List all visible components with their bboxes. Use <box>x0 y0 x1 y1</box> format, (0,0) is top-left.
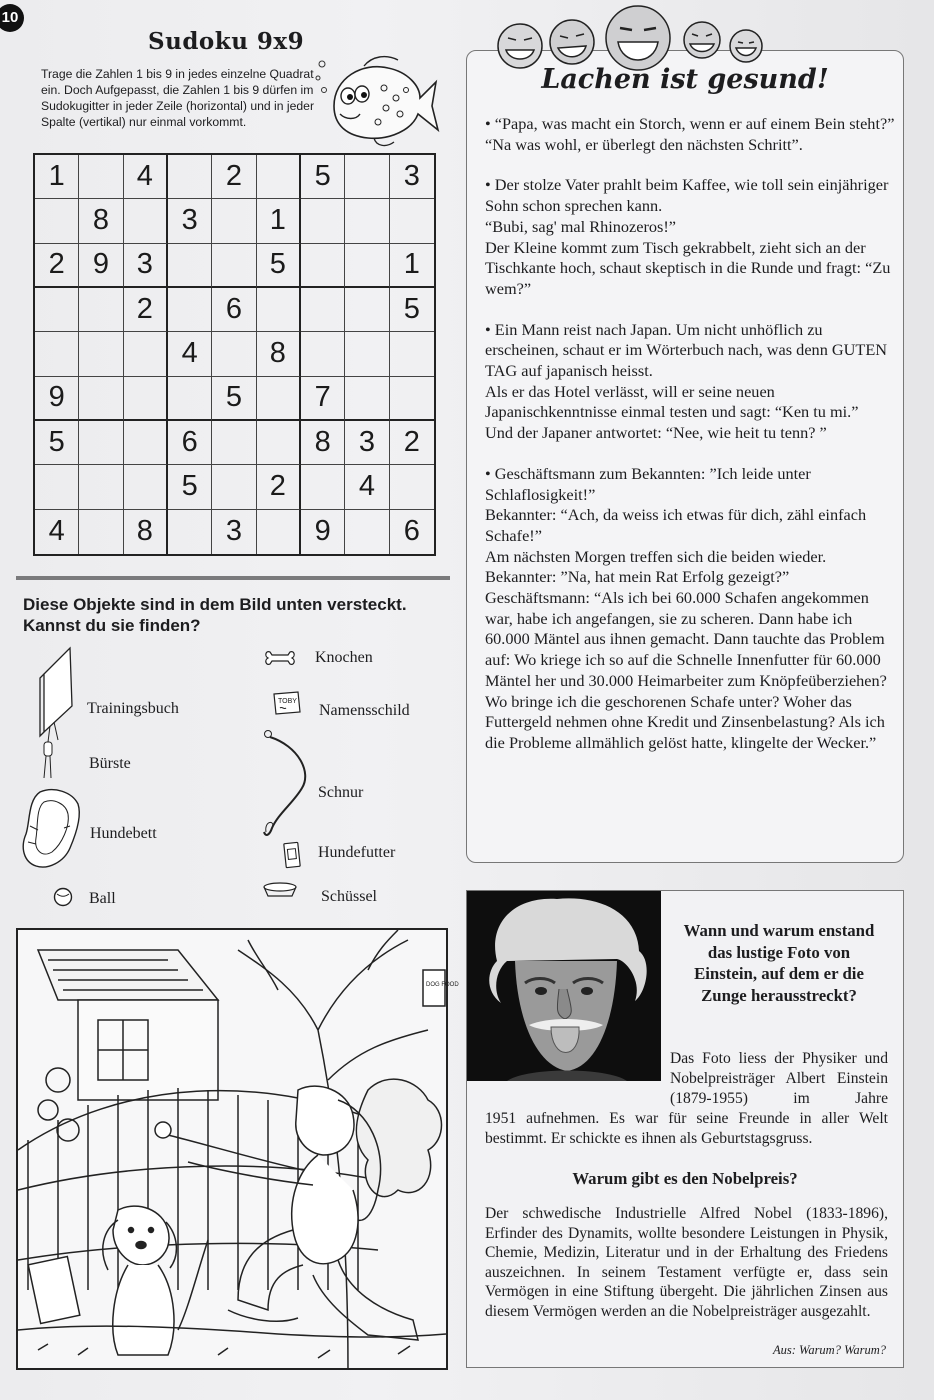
sudoku-cell: 3 <box>345 421 389 465</box>
sudoku-cell: 2 <box>212 155 256 199</box>
sudoku-cell <box>124 377 168 421</box>
sudoku-cell <box>212 421 256 465</box>
sudoku-cell <box>345 377 389 421</box>
jokes-title: Lachen ist gesund! <box>541 64 829 95</box>
sudoku-cell <box>124 332 168 376</box>
sudoku-cell <box>345 155 389 199</box>
sudoku-cell: 1 <box>35 155 79 199</box>
sudoku-cell: 2 <box>35 244 79 288</box>
bone-icon <box>264 648 296 668</box>
sudoku-cell <box>212 199 256 243</box>
label-buerste: Bürste <box>89 755 131 772</box>
hidden-objects-title: Diese Objekte sind in dem Bild unten versteckt. Kannst du sie finden? <box>23 595 407 635</box>
sudoku-cell: 4 <box>124 155 168 199</box>
joke-2-line-2: “Bubi, sag' mal Rhinozeros!” <box>485 216 677 236</box>
sudoku-cell <box>257 377 301 421</box>
sudoku-cell <box>345 510 389 554</box>
sudoku-cell <box>345 199 389 243</box>
section-divider <box>16 576 450 580</box>
label-schuessel: Schüssel <box>321 888 377 905</box>
sudoku-cell: 4 <box>168 332 212 376</box>
sudoku-cell: 5 <box>301 155 345 199</box>
sudoku-cell <box>301 244 345 288</box>
sudoku-cell <box>257 155 301 199</box>
sudoku-cell <box>390 377 434 421</box>
sudoku-cell: 2 <box>257 465 301 509</box>
joke-4-line-1: • Geschäftsmann zum Bekannten: ”Ich leide unter Schlaflosigkeit!” <box>485 463 811 504</box>
einstein-portrait-image <box>467 891 661 1081</box>
joke-2-line-1: • Der stolze Vater prahlt beim Kaffee, wie toll sein einjähriger Sohn schon sprechen kann. <box>485 175 889 216</box>
einstein-question: Wann und warum enstand das lustige Foto von Einstein, auf dem er die Zunge herausstreckt? <box>683 921 875 1005</box>
sudoku-cell <box>35 288 79 332</box>
sudoku-cell <box>124 421 168 465</box>
sudoku-cell <box>257 510 301 554</box>
sudoku-cell: 3 <box>390 155 434 199</box>
bowl-icon <box>260 880 300 900</box>
sudoku-cell <box>301 288 345 332</box>
sudoku-cell: 2 <box>124 288 168 332</box>
sudoku-cell: 5 <box>168 465 212 509</box>
sudoku-cell <box>79 288 123 332</box>
sudoku-cell: 4 <box>345 465 389 509</box>
leash-icon <box>258 728 314 840</box>
sudoku-cell <box>390 199 434 243</box>
joke-1-line-1: • “Papa, was macht ein Storch, wenn er auf einem Bein steht?” <box>485 114 895 133</box>
joke-1-line-2: “Na was wohl, er überlegt den nächsten Schritt”. <box>485 134 803 154</box>
sudoku-cell <box>79 332 123 376</box>
sudoku-cell <box>301 332 345 376</box>
einstein-answer-part2: 1951 aufnehmen. Es war für seine Freunde in aller Welt bestimmt. Er schickte es ihnen als Geburtstagsgruss. <box>485 1110 888 1147</box>
sudoku-cell: 9 <box>35 377 79 421</box>
fish-illustration <box>314 54 440 150</box>
nobel-heading: Warum gibt es den Nobelpreis? <box>572 1169 798 1188</box>
sudoku-cell <box>168 288 212 332</box>
page-number: 10 <box>0 4 24 32</box>
sudoku-cell <box>35 465 79 509</box>
sudoku-cell: 2 <box>390 421 434 465</box>
einstein-photo <box>467 891 661 1081</box>
sudoku-cell <box>345 332 389 376</box>
sudoku-cell <box>35 332 79 376</box>
einstein-answer-part1: Das Foto liess der Physiker und Nobelpreisträger Albert Einstein (1879-1955) im Jahre <box>670 1050 888 1107</box>
sudoku-cell: 8 <box>79 199 123 243</box>
sudoku-cell: 6 <box>212 288 256 332</box>
sudoku-cell <box>257 421 301 465</box>
joke-2-line-3: Der Kleine kommt zum Tisch gekrabbelt, zieht sich an der Tischkante hoch, schaut skeptisch in die Runde und fragt: “Zu wem?” <box>485 237 891 298</box>
sudoku-cell: 8 <box>257 332 301 376</box>
name-tag-text: TOBY <box>278 698 297 705</box>
sudoku-cell <box>79 155 123 199</box>
sudoku-cell: 1 <box>257 199 301 243</box>
sudoku-cell: 8 <box>124 510 168 554</box>
label-trainingsbuch: Trainingsbuch <box>87 700 179 717</box>
sudoku-cell: 5 <box>257 244 301 288</box>
sign-text: DOG FOOD <box>426 982 459 988</box>
sudoku-cell <box>301 465 345 509</box>
sudoku-grid <box>33 153 436 556</box>
dog-food-icon <box>282 840 302 870</box>
sudoku-cell <box>168 377 212 421</box>
sudoku-cell <box>345 288 389 332</box>
label-knochen: Knochen <box>315 649 373 666</box>
sudoku-cell <box>345 244 389 288</box>
joke-3-line-2: Als er das Hotel verlässt, will er seine neuen Japanischkenntnisse einmal testen und sagt: “Ken tu mi.” <box>485 381 859 422</box>
joke-3-line-1: • Ein Mann reist nach Japan. Um nicht unhöflich zu erscheinen, schaut er im Wörterbuch nach, was denn GUTEN TAG auf japanisch heisst. <box>485 319 888 381</box>
sudoku-cell <box>301 199 345 243</box>
source-credit: Aus: Warum? Warum? <box>773 1343 886 1357</box>
sudoku-cell: 6 <box>168 421 212 465</box>
sudoku-cell: 5 <box>390 288 434 332</box>
label-ball: Ball <box>89 890 116 907</box>
label-hundefutter: Hundefutter <box>318 844 396 861</box>
sudoku-cell <box>35 199 79 243</box>
sudoku-cell <box>212 465 256 509</box>
joke-4-line-3: Am nächsten Morgen treffen sich die beiden wieder. <box>485 546 827 566</box>
name-tag-icon <box>270 690 302 716</box>
training-book-icon <box>38 644 78 744</box>
hidden-objects-picture <box>16 928 459 1370</box>
sudoku-cell: 3 <box>212 510 256 554</box>
sudoku-cell: 7 <box>301 377 345 421</box>
sudoku-cell <box>390 332 434 376</box>
sudoku-cell <box>168 155 212 199</box>
sudoku-cell <box>79 510 123 554</box>
joke-4-line-4: Bekannter: ”Na, hat mein Rat Erfolg gezeigt?” <box>485 567 790 587</box>
sudoku-cell: 3 <box>124 244 168 288</box>
brush-icon <box>40 740 56 780</box>
coloring-illustration <box>18 930 459 1368</box>
jokes-text <box>485 114 897 754</box>
joke-4-line-2: Bekannter: “Ach, da weiss ich etwas für dich, zähl einfach Schafe!” <box>485 505 867 545</box>
sudoku-cell: 1 <box>390 244 434 288</box>
sudoku-cell <box>79 377 123 421</box>
sudoku-cell <box>124 199 168 243</box>
sudoku-cell <box>124 465 168 509</box>
ball-icon <box>52 886 74 908</box>
sudoku-title: Sudoku 9x9 <box>148 28 305 55</box>
sudoku-cell: 4 <box>35 510 79 554</box>
sudoku-cell <box>168 244 212 288</box>
sudoku-cell <box>257 288 301 332</box>
sudoku-cell <box>79 465 123 509</box>
sudoku-cell <box>168 510 212 554</box>
dog-bed-icon <box>20 786 84 872</box>
sudoku-instructions: Trage die Zahlen 1 bis 9 in jedes einzelne Quadrat ein. Doch Aufgepasst, die Zahlen 1 bis 9 dürfen im Sudokugitter in jeder Zeile (horizontal) und in jeder Spalte (vertikal) nur einmal vorkommt. <box>41 67 315 129</box>
sudoku-cell: 9 <box>301 510 345 554</box>
sudoku-cell: 3 <box>168 199 212 243</box>
sudoku-cell <box>79 421 123 465</box>
sudoku-cell <box>390 465 434 509</box>
sudoku-cell <box>212 244 256 288</box>
sudoku-cell: 6 <box>403 515 420 548</box>
nobel-text: Der schwedische Industrielle Alfred Nobel (1833-1896), Erfinder des Dynamits, wollte besondere Leistungen in Physik, Chemie, Medizin, Literatur und in der Erhaltung des Friedens auszeichnen. In seinem Testament verfügte er, dass sein Vermögen in eine Stiftung übergeht. Die jährlichen Zinsen aus diesem Vermögen werden an die Nobelpreisträger ausgezahlt. <box>485 1205 888 1320</box>
sudoku-cell: 5 <box>212 377 256 421</box>
sudoku-cell: 9 <box>79 244 123 288</box>
joke-3-line-3: Und der Japaner antwortet: “Nee, wie heit tu tenn? ” <box>485 423 827 443</box>
label-schnur: Schnur <box>318 784 364 801</box>
sudoku-cell: 8 <box>301 421 345 465</box>
sudoku-cell <box>212 332 256 376</box>
label-namensschild: Namensschild <box>319 702 410 719</box>
label-hundebett: Hundebett <box>90 825 157 842</box>
sudoku-cell: 5 <box>35 421 79 465</box>
joke-4-line-5: Geschäftsmann: “Als ich bei 60.000 Schafen angekommen war, habe ich angefangen, sie zu scheren. Dann habe ich 60.000 Mäntel aus ihnen gemacht. Dann tauchte das Problem auf: Wo kriege ich so auf die Schnelle Innenfutter für 60.000 Mäntel her und 30.000 Heimarbeiter zum Knöpfeüberziehen? Wo bringe ich die geschorenen Schafe unter? Woher das Futtergeld nehmen ohne Kredit und Zinsenbelastung? Als ich die Probleme allmählich gelöst hatte, klingelte der Wecker.” <box>485 588 887 752</box>
